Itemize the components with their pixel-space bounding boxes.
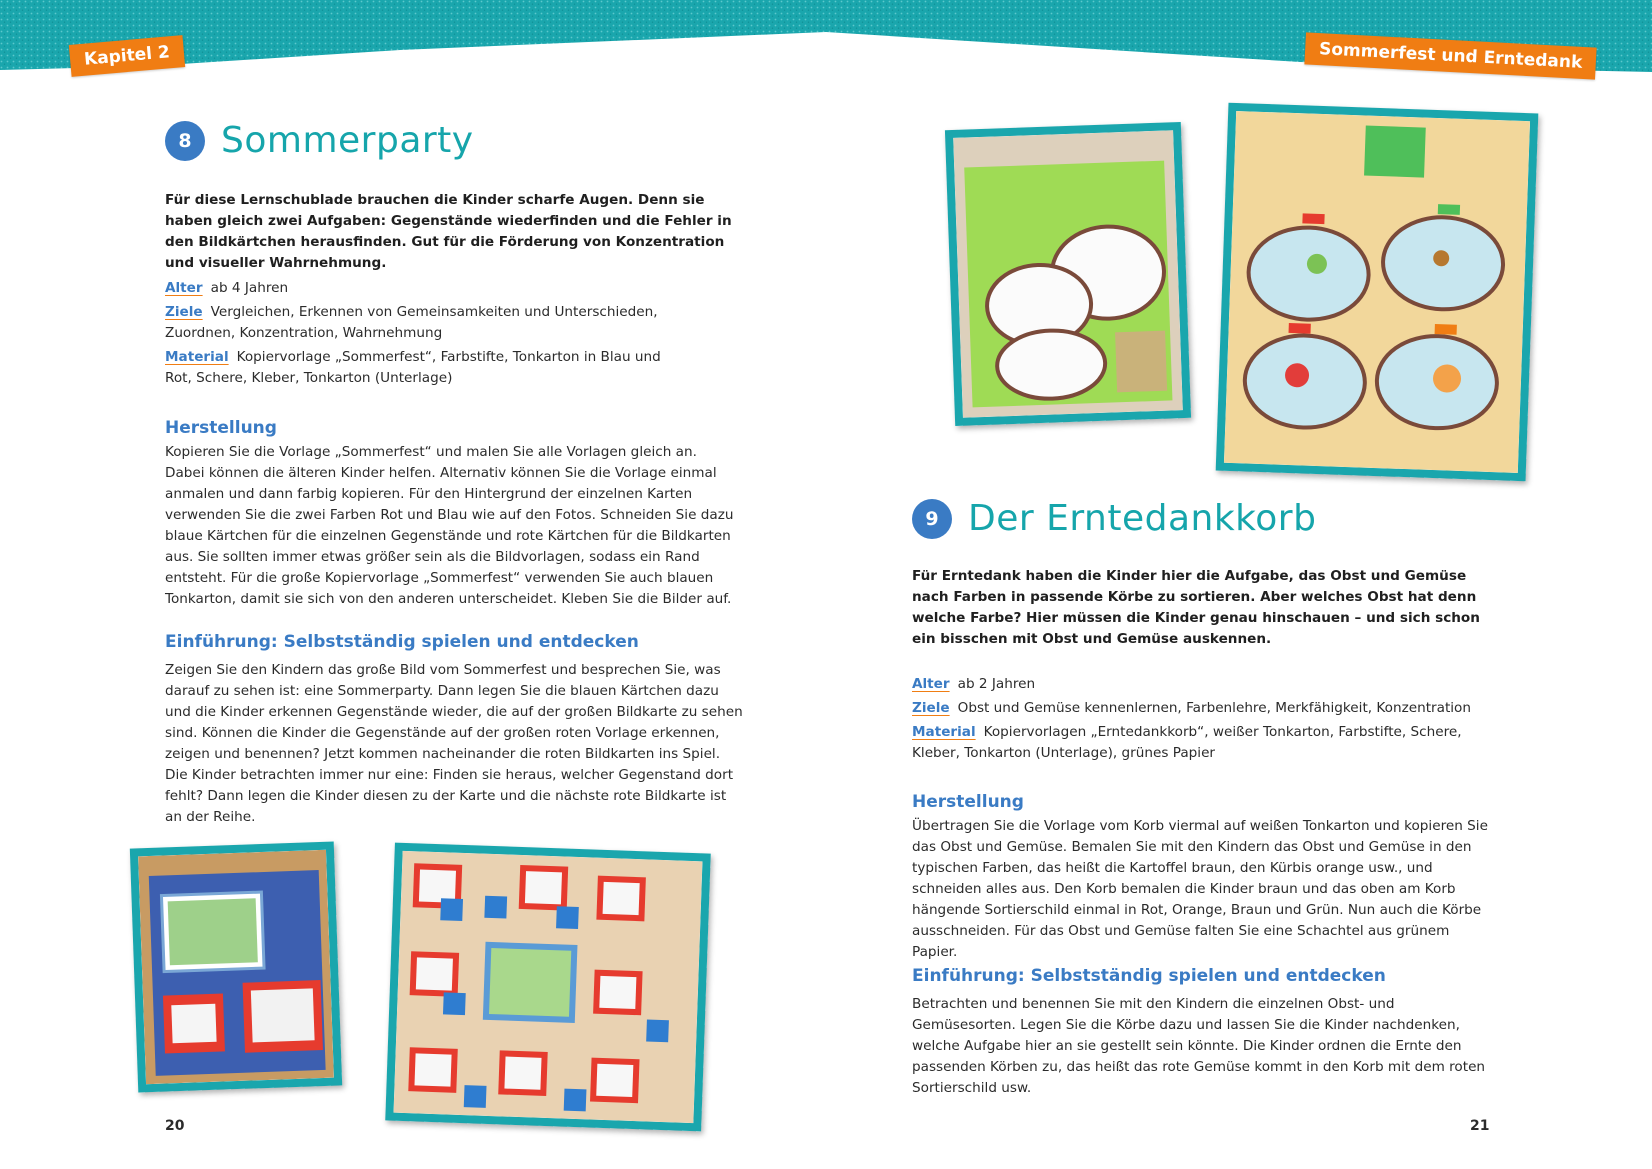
herstellung-heading: Herstellung: [165, 418, 277, 438]
meta-value: Kopiervorlage „Sommerfest“, Farbstifte, Tonkarton in Blau und Rot, Schere, Kleber, Tonkarton (Unterlage): [165, 349, 661, 386]
herstellung-paragraph: Kopieren Sie die Vorlage „Sommerfest“ und malen Sie alle Vorlagen gleich an. Dabei können die älteren Kinder helfen. Alternativ können Sie die Vorlage einmal anmalen und dann farbig kopieren. Für den Hintergrund der einzelnen Karten verwenden Sie die zwei Farben Rot und Blau wie auf den Fotos. Schneiden Sie dazu blaue Kärtchen für die einzelnen Gegenstände und rote Kärtchen für die Bildkarten aus. Sie sollten immer etwas größer sein als die Bildvorlagen, sodass ein Rand entsteht. Für die große Kopiervorlage „Sommerfest“ verwenden Sie auch blauen Tonkarton, damit sie sich von den anderen unterscheidet. Kleben Sie die Bilder auf.: [165, 444, 734, 607]
section-title-row: [912, 498, 1316, 539]
page-number-right: 21: [1470, 1118, 1490, 1134]
meta-label: Alter: [165, 280, 203, 296]
meta-row-alter: [165, 278, 665, 299]
meta-value: Kopiervorlagen „Erntedankkorb“, weißer Tonkarton, Farbstifte, Schere, Kleber, Tonkarton (Unterlage), grünes Papier: [912, 724, 1462, 761]
einfuehrung-heading: Einführung: Selbstständig spielen und entdecken: [165, 632, 639, 652]
page-number-left: 20: [165, 1118, 185, 1134]
photo-cards-layout: [385, 843, 711, 1132]
meta-label: Alter: [912, 676, 950, 692]
meta-value: Vergleichen, Erkennen von Gemeinsamkeiten und Unterschieden, Zuordnen, Konzentration, Wahrnehmung: [165, 304, 658, 341]
photo-baskets-sorted: [1216, 103, 1539, 482]
herstellung-paragraph: Übertragen Sie die Vorlage vom Korb viermal auf weißen Tonkarton und kopieren Sie das Obst und Gemüse. Bemalen Sie mit den Kindern das Obst und Gemüse in den typischen Farben, das heißt die Kartoffel braun, den Kürbis orange usw., und schneiden alles aus. Den Korb bemalen die Kinder braun und das oben am Korb hängende Sortierschild einmal in Rot, Orange, Braun und Grün. Nun auch die Körbe ausschneiden. Für das Obst und Gemüse falten Sie eine Schachtel aus grünem Papier.: [912, 818, 1488, 960]
section-tab: Sommerfest und Erntedank: [1304, 32, 1597, 79]
photo-drawer-image: [138, 850, 334, 1084]
meta-label: Ziele: [912, 700, 950, 716]
photo-basket-box-image: [953, 130, 1183, 418]
meta-label: Material: [165, 349, 229, 365]
intro-paragraph: Für Erntedank haben die Kinder hier die Aufgabe, das Obst und Gemüse nach Farben in passende Körbe zu sortieren. Aber welches Obst hat denn welche Farbe? Hier müssen die Kinder genau hinschauen – und sich schon ein bisschen mit Obst und Gemüse auskennen.: [912, 568, 1480, 647]
meta-row-ziele: [165, 302, 665, 344]
chapter-tab: Kapitel 2: [69, 35, 185, 77]
section-title: Der Erntedankkorb: [968, 498, 1317, 539]
meta-value: Obst und Gemüse kennenlernen, Farbenlehre, Merkfähigkeit, Konzentration: [957, 700, 1471, 716]
meta-value: ab 4 Jahren: [210, 280, 289, 296]
section-number-badge: 9: [912, 499, 952, 539]
meta-row-alter: [912, 674, 1472, 695]
meta-row-material: [912, 722, 1472, 764]
meta-row-material: [165, 347, 665, 389]
einfuehrung-heading: Einführung: Selbstständig spielen und entdecken: [912, 966, 1386, 986]
section-title: Sommerparty: [221, 120, 474, 161]
section-title-row: [165, 120, 474, 161]
meta-value: ab 2 Jahren: [957, 676, 1036, 692]
photo-drawer-box: [130, 842, 342, 1093]
section-number-badge: 8: [165, 121, 205, 161]
meta-list: [912, 674, 1472, 767]
intro-paragraph: Für diese Lernschublade brauchen die Kinder scharfe Augen. Denn sie haben gleich zwei Aufgaben: Gegenstände wiederfinden und die Fehler in den Bildkärtchen herausfinden. Gut für die Förderung von Konzentration und visueller Wahrnehmung.: [165, 192, 732, 271]
photo-cards-image: [394, 851, 703, 1123]
photo-baskets-image: [1224, 111, 1530, 473]
meta-row-ziele: [912, 698, 1472, 719]
meta-label: Material: [912, 724, 976, 740]
einfuehrung-paragraph: Betrachten und benennen Sie mit den Kindern die einzelnen Obst- und Gemüsesorten. Legen Sie die Körbe dazu und lassen Sie die Kinder nachdenken, welche Aufgabe hier an sie gestellt sein könnte. Die Kinder ordnen die Ernte den passenden Körben zu, das heißt das rote Gemüse kommt in den Korb mit dem roten Sortierschild usw.: [912, 996, 1486, 1096]
meta-list: [165, 278, 665, 392]
einfuehrung-paragraph: Zeigen Sie den Kindern das große Bild vom Sommerfest und besprechen Sie, was darauf zu sehen ist: eine Sommerparty. Dann legen Sie die blauen Kärtchen dazu und die Kinder erkennen Gegenstände wieder, die auf der großen Bildkarte zu sehen sind. Können die Kinder die Gegenstände auf der großen roten Vorlage erkennen, zeigen und benennen? Jetzt kommen nacheinander die roten Bildkarten ins Spiel. Die Kinder betrachten immer nur eine: Finden sie heraus, welcher Gegenstand dort fehlt? Dann legen die Kinder diesen zu der Karte und die nächste rote Bildkarte ist an der Reihe.: [165, 662, 743, 825]
photo-basket-box: [945, 122, 1191, 426]
herstellung-heading: Herstellung: [912, 792, 1024, 812]
meta-label: Ziele: [165, 304, 203, 320]
